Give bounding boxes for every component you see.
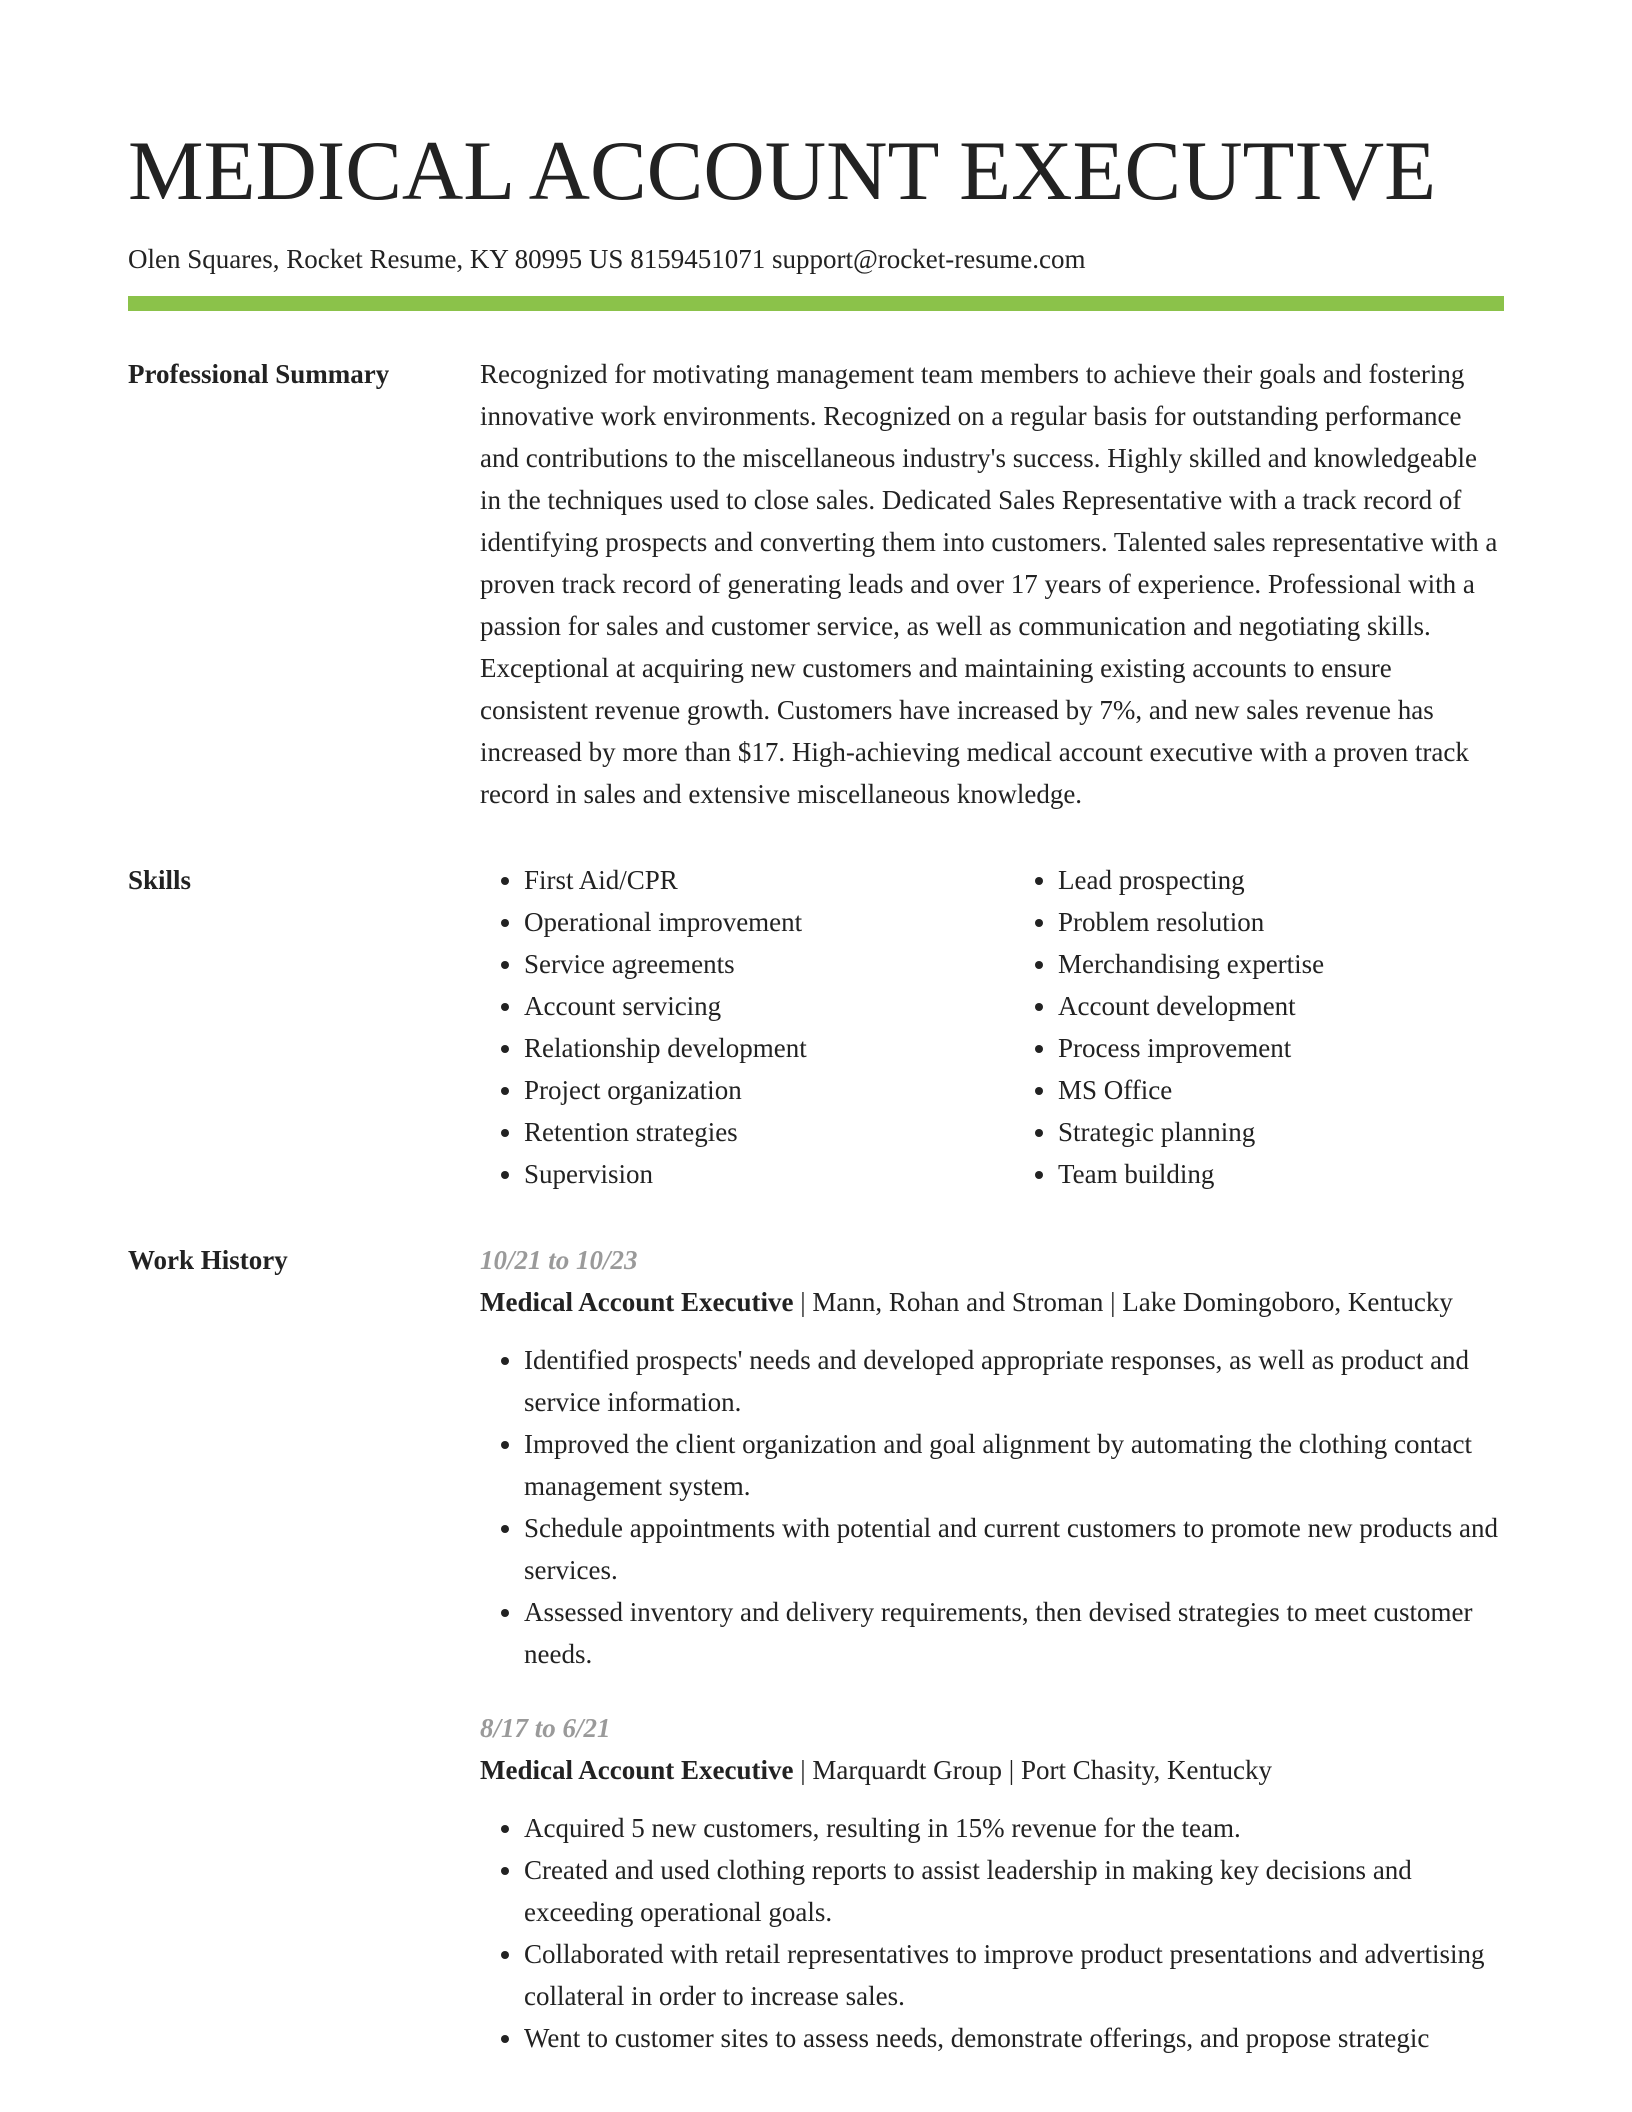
skill-item: • Team building — [1058, 1153, 1504, 1195]
skill-item: • Relationship development — [524, 1027, 970, 1069]
skill-item: • Lead prospecting — [1058, 859, 1504, 901]
skill-item: • Project organization — [524, 1069, 970, 1111]
job-employer-location: | Marquardt Group | Port Chasity, Kentucky — [793, 1755, 1272, 1785]
job-bullet: • Identified prospects' needs and developed appropriate responses, as well as product and service information. — [524, 1339, 1504, 1423]
skill-item: • Retention strategies — [524, 1111, 970, 1153]
job-entry — [480, 1239, 1504, 1675]
skills-column-left — [480, 859, 970, 1195]
skill-item: • Service agreements — [524, 943, 970, 985]
skill-item: • Account development — [1058, 985, 1504, 1027]
summary-body — [480, 353, 1504, 815]
skill-item: • Problem resolution — [1058, 901, 1504, 943]
skills-list — [480, 859, 1504, 1195]
skills-section — [128, 859, 1504, 1195]
job-bullet: • Went to customer sites to assess needs, demonstrate offerings, and propose strategic — [524, 2017, 1504, 2059]
summary-section — [128, 353, 1504, 815]
job-bullet: • Collaborated with retail representatives to improve product presentations and advertising collateral in order to increase sales. — [524, 1933, 1504, 2017]
skill-item: • First Aid/CPR — [524, 859, 970, 901]
job-bullet: • Schedule appointments with potential and current customers to promote new products and services. — [524, 1507, 1504, 1591]
skill-item: • Account servicing — [524, 985, 970, 1027]
skills-column-right — [1014, 859, 1504, 1195]
job-bullet: • Improved the client organization and goal alignment by automating the clothing contact management system. — [524, 1423, 1504, 1507]
job-title: Medical Account Executive — [480, 1755, 794, 1785]
summary-text: Recognized for motivating management team members to achieve their goals and fostering innovative work environments. Recognized on a regular basis for outstanding performance and contributions to the miscellaneous industry's success. Highly skilled and knowledgeable in the techniques used to close sales. Dedicated Sales Representative with a track record of identifying prospects and converting them into customers. Talented sales representative with a proven track record of generating leads and over 17 years of experience. Professional with a passion for sales and customer service, as well as communication and negotiating skills. Exceptional at acquiring new customers and maintaining existing accounts to ensure consistent revenue growth. Customers have increased by 7%, and new sales revenue has increased by more than $17. High-achieving medical account executive with a proven track record in sales and extensive miscellaneous knowledge. — [480, 359, 1498, 809]
job-bullet: • Acquired 5 new customers, resulting in 15% revenue for the team. — [524, 1807, 1504, 1849]
job-dates: 10/21 to 10/23 — [480, 1245, 638, 1275]
job-entry — [480, 1707, 1504, 2059]
job-heading — [480, 1281, 1504, 1323]
job-bullet: • Created and used clothing reports to assist leadership in making key decisions and exceeding operational goals. — [524, 1849, 1504, 1933]
job-dates: 8/17 to 6/21 — [480, 1713, 611, 1743]
work-history-heading: Work History — [128, 1245, 288, 1275]
job-title: Medical Account Executive — [480, 1287, 794, 1317]
skill-item: • Supervision — [524, 1153, 970, 1195]
header-divider — [128, 296, 1504, 311]
work-history-body — [480, 1239, 1504, 2091]
skill-item: • MS Office — [1058, 1069, 1504, 1111]
contact-info: Olen Squares, Rocket Resume, KY 80995 US 8159451071 support@rocket-resume.com — [128, 244, 1086, 274]
resume-title: MEDICAL ACCOUNT EXECUTIVE — [128, 124, 1436, 218]
work-history-section — [128, 1239, 1504, 2091]
resume-page — [128, 0, 1504, 2091]
summary-heading: Professional Summary — [128, 359, 390, 389]
skill-item: • Strategic planning — [1058, 1111, 1504, 1153]
job-bullet: • Assessed inventory and delivery requirements, then devised strategies to meet customer needs. — [524, 1591, 1504, 1675]
job-heading — [480, 1749, 1504, 1791]
job-bullets — [480, 1339, 1504, 1675]
job-bullets — [480, 1807, 1504, 2059]
job-employer-location: | Mann, Rohan and Stroman | Lake Domingoboro, Kentucky — [793, 1287, 1453, 1317]
skills-heading: Skills — [128, 865, 192, 895]
skill-item: • Process improvement — [1058, 1027, 1504, 1069]
skill-item: • Operational improvement — [524, 901, 970, 943]
skill-item: • Merchandising expertise — [1058, 943, 1504, 985]
